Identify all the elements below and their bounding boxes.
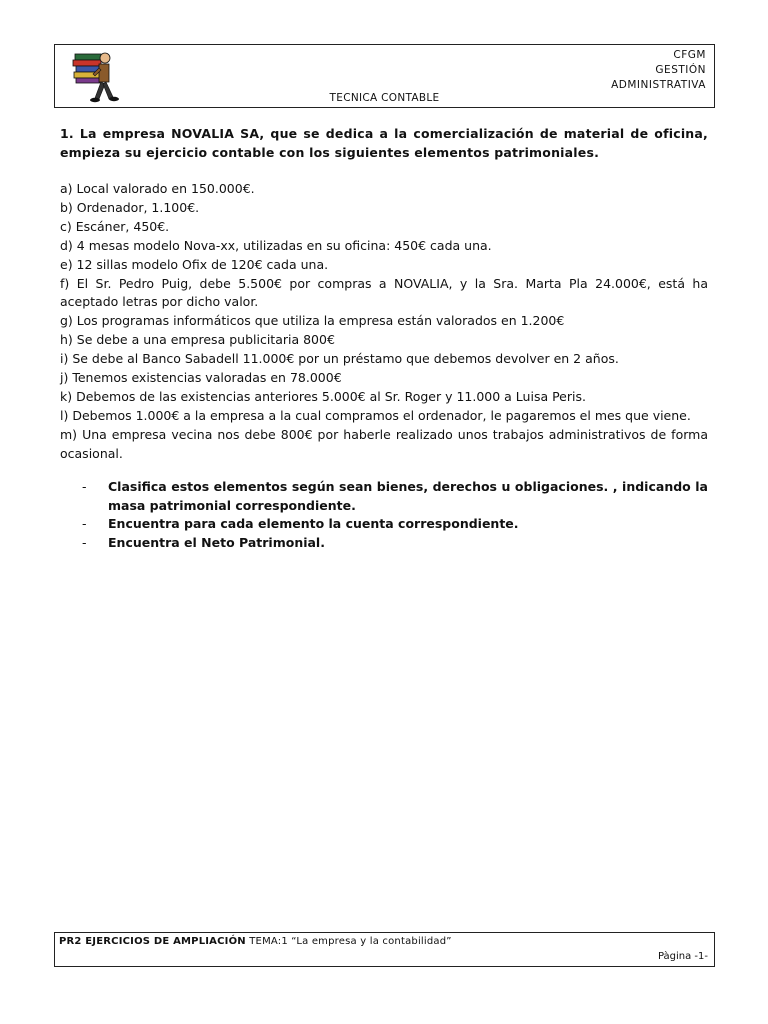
list-item: k) Debemos de las existencias anteriores 5.000€ al Sr. Roger y 11.000 a Luisa Peris. bbox=[60, 388, 586, 404]
course-line: ADMINISTRATIVA bbox=[611, 79, 706, 91]
subject-title: TECNICA CONTABLE bbox=[329, 92, 440, 104]
task-text: Encuentra el Neto Patrimonial. bbox=[108, 534, 325, 550]
question-statement: 1. La empresa NOVALIA SA, que se dedica a la comercialización de material de oficina, empieza su ejercicio contable con los siguientes elementos patrimoniales. bbox=[60, 126, 708, 160]
list-item: e) 12 sillas modelo Ofix de 120€ cada una. bbox=[60, 256, 329, 272]
list-item: j) Tenemos existencias valoradas en 78.000€ bbox=[60, 370, 342, 386]
list-item: c) Escáner, 450€. bbox=[60, 218, 170, 234]
task-text: Encuentra para cada elemento la cuenta correspondiente. bbox=[108, 516, 519, 531]
task-bullet: - bbox=[82, 479, 87, 494]
footer-bold-label: PR2 EJERCICIOS DE AMPLIACIÓN bbox=[59, 936, 246, 947]
list-item: g) Los programas informáticos que utiliza la empresa están valorados en 1.200€ bbox=[60, 313, 565, 329]
list-item: d) 4 mesas modelo Nova-xx, utilizadas en su oficina: 450€ cada una. bbox=[60, 237, 492, 253]
list-item: a) Local valorado en 150.000€. bbox=[60, 181, 255, 196]
footer-topic: TEMA:1 “La empresa y la contabilidad” bbox=[245, 936, 452, 947]
task-item bbox=[60, 478, 708, 515]
list-item: l) Debemos 1.000€ a la empresa a la cual compramos el ordenador, le pagaremos el mes que viene. bbox=[60, 407, 691, 423]
list-item: i) Se debe al Banco Sabadell 11.000€ por un préstamo que debemos devolver en 2 años. bbox=[60, 351, 619, 367]
page-header bbox=[54, 44, 715, 108]
course-line: GESTIÓN bbox=[655, 64, 706, 76]
task-text: Clasifica estos elementos según sean bienes, derechos u obligaciones. , indicando la masa patrimonial correspondiente. bbox=[108, 479, 708, 513]
list-item: f) El Sr. Pedro Puig, debe 5.500€ por compras a NOVALIA, y la Sra. Marta Pla 24.000€, está ha aceptado letras por dicho valor. bbox=[60, 275, 708, 310]
task-bullet: - bbox=[82, 534, 87, 550]
task-list bbox=[60, 478, 708, 552]
task-item bbox=[60, 515, 708, 534]
patrimonial-items-list bbox=[60, 180, 708, 464]
list-item: h) Se debe a una empresa publicitaria 800€ bbox=[60, 332, 335, 348]
course-info bbox=[611, 48, 706, 93]
course-line: CFGM bbox=[673, 49, 706, 61]
list-item: m) Una empresa vecina nos debe 800€ por haberle realizado unos trabajos administrativos de forma ocasional. bbox=[60, 426, 708, 461]
list-item: b) Ordenador, 1.100€. bbox=[60, 199, 200, 215]
task-item bbox=[60, 534, 708, 553]
footer-label bbox=[59, 936, 452, 947]
page-number: Pàgina -1- bbox=[657, 951, 708, 962]
page-footer bbox=[54, 932, 715, 967]
task-bullet: - bbox=[82, 516, 87, 531]
